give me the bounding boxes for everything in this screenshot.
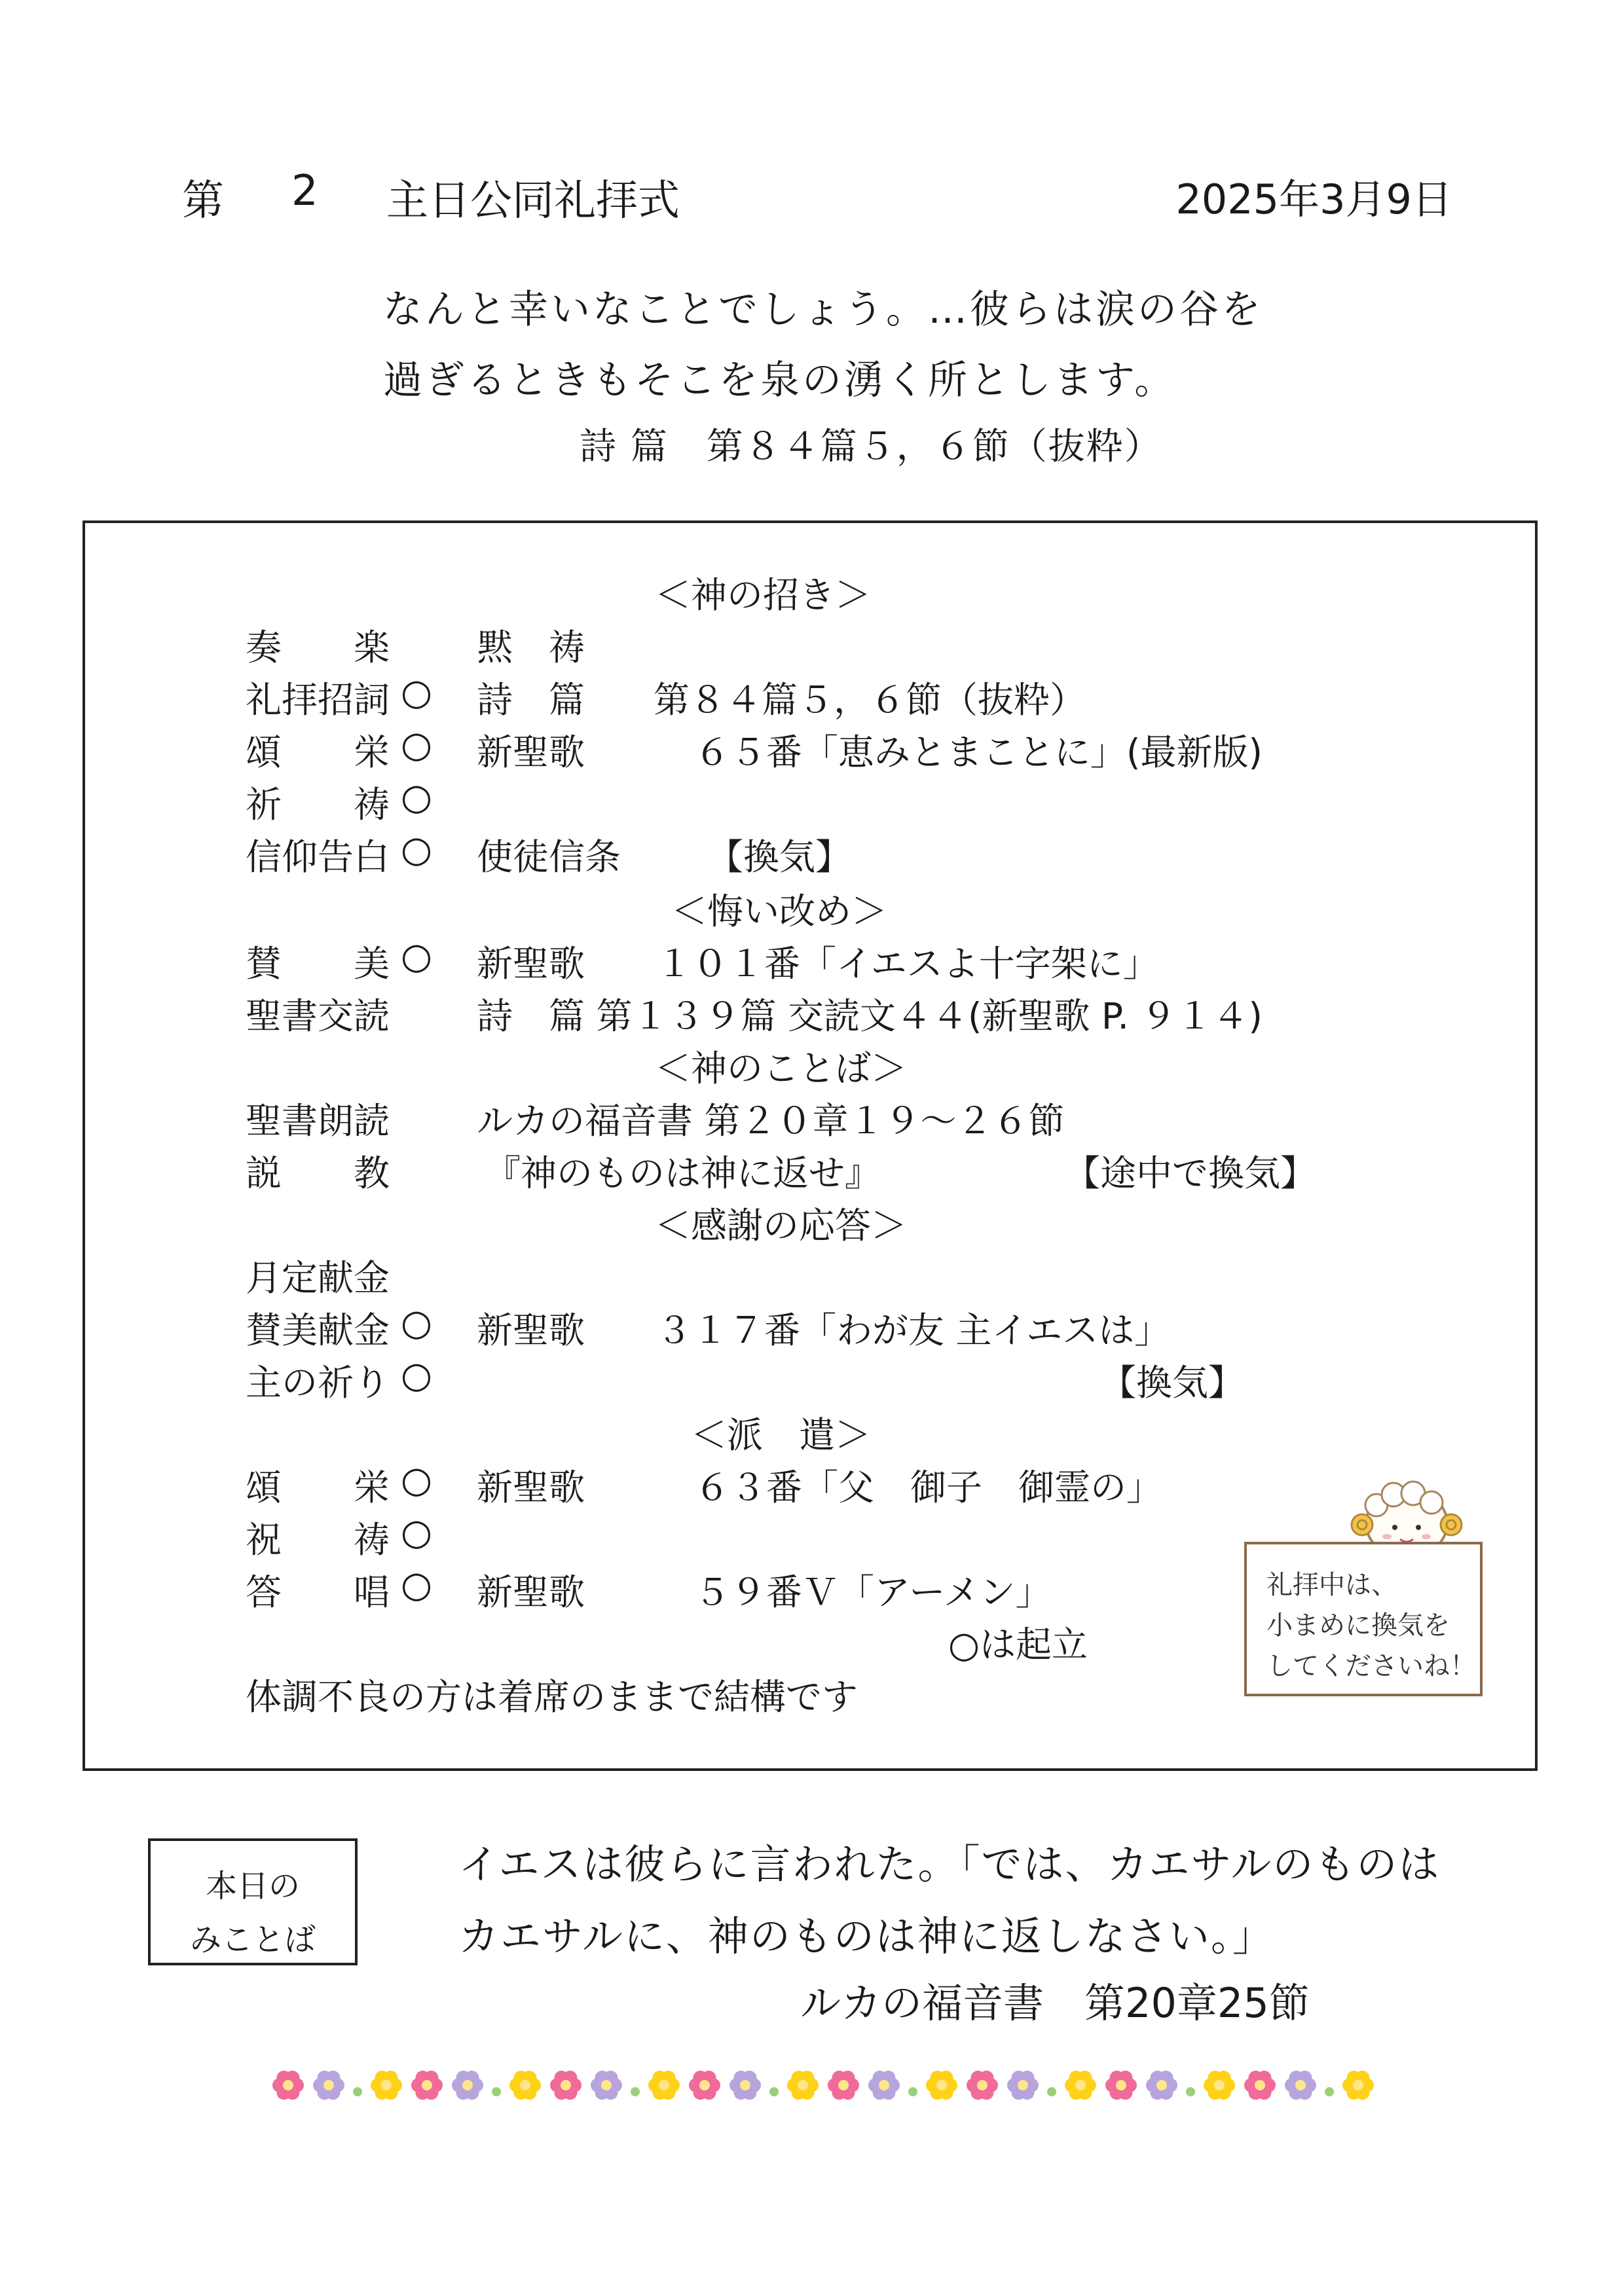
row-label: 聖書交読 — [246, 995, 390, 1037]
health-note: 体調不良の方は着席のままで結構です — [246, 1676, 858, 1718]
pink-flower-icon — [828, 2071, 859, 2100]
sermon-title: 『神のものは神に返せ』 — [485, 1152, 881, 1194]
row-detail: 新聖歌 — [477, 943, 585, 985]
section-repentance: ＜悔い改め＞ — [671, 890, 888, 932]
pink-flower-icon — [411, 2071, 443, 2100]
note-line-1: 礼拝中は、 — [1266, 1570, 1397, 1600]
order-row-scripture-reading — [0, 1092, 1572, 1144]
row-label: 礼拝招詞 — [246, 679, 390, 721]
todays-word-label-box — [148, 1838, 358, 1965]
row-detail: 新聖歌 — [477, 731, 585, 773]
flower-border-decoration — [268, 2056, 1408, 2115]
row-detail-2: ３１７番「わが友 主イエスは」 — [656, 1309, 1171, 1351]
order-row-offering-hymn — [0, 1302, 1572, 1354]
lavender-flower-icon — [591, 2071, 622, 2100]
standing-mark: ○ — [401, 1302, 432, 1343]
row-detail-2: １０１番「イエスよ十字架に」 — [656, 943, 1159, 985]
lavender-flower-icon — [1007, 2071, 1039, 2100]
pink-flower-icon — [689, 2071, 720, 2100]
opening-verse-line-2: 過ぎるときもそこを泉の湧く所とします。 — [383, 357, 1177, 403]
green-dot-icon — [908, 2087, 917, 2096]
opening-verse-line-1: なんと幸いなことでしょう。…彼らは涙の谷を — [383, 287, 1263, 333]
row-label: 賛 美 — [246, 943, 390, 985]
section-word: ＜神のことば＞ — [655, 1048, 908, 1089]
yellow-flower-icon — [1204, 2071, 1235, 2100]
pink-flower-icon — [967, 2071, 998, 2100]
todays-word-label-line-1: 本日の — [205, 1868, 300, 1904]
row-label: 頌 栄 — [246, 1467, 390, 1508]
green-dot-icon — [1047, 2087, 1056, 2096]
standing-legend: ○は起立 — [948, 1624, 1088, 1666]
standing-mark: ○ — [401, 1511, 432, 1553]
ventilation-note: 【換気】 — [707, 836, 852, 878]
row-detail-2: ６３番「父 御子 御霊の」 — [694, 1467, 1163, 1508]
lavender-flower-icon — [1146, 2071, 1177, 2100]
order-row-lords-prayer — [0, 1354, 1572, 1406]
todays-word-label-line-2: みことば — [189, 1922, 316, 1958]
row-detail: 新聖歌 — [477, 1467, 585, 1508]
order-row-sermon — [0, 1144, 1572, 1197]
row-label: 主の祈り — [246, 1362, 390, 1404]
lavender-flower-icon — [313, 2071, 344, 2100]
green-dot-icon — [1186, 2087, 1195, 2096]
row-detail: 使徒信条 — [477, 836, 621, 878]
note-line-2: 小まめに換気を — [1266, 1611, 1450, 1641]
todays-word-text-line-2: カエサルに、神のものは神に返しなさい。」 — [458, 1912, 1274, 1960]
row-label: 月定献金 — [246, 1257, 390, 1299]
green-dot-icon — [492, 2087, 501, 2096]
ventilation-note-card — [1244, 1542, 1483, 1696]
ventilation-note: 【途中で換気】 — [1064, 1152, 1317, 1194]
order-row-praise — [0, 935, 1572, 987]
row-label: 聖書朗読 — [246, 1100, 390, 1142]
row-detail: 詩 篇 第１３９篇 交読文４４(新聖歌 P. ９１４) — [477, 995, 1263, 1037]
row-label: 信仰告白 — [246, 836, 390, 878]
order-row-monthly-offering — [0, 1249, 1572, 1302]
service-number: 2 — [291, 167, 318, 215]
yellow-flower-icon — [787, 2071, 819, 2100]
yellow-flower-icon — [926, 2071, 957, 2100]
lavender-flower-icon — [729, 2071, 761, 2100]
yellow-flower-icon — [1342, 2071, 1374, 2100]
section-invitation: ＜神の招き＞ — [655, 574, 872, 616]
standing-mark: ○ — [401, 671, 432, 713]
standing-mark: ○ — [401, 1563, 432, 1605]
row-label: 頌 栄 — [246, 731, 390, 773]
order-row-responsive-reading — [0, 987, 1572, 1040]
standing-mark: ○ — [401, 1354, 432, 1396]
service-title: 主日公同礼拝式 — [386, 177, 680, 225]
order-row-closing-doxology — [0, 1459, 1572, 1511]
row-detail-2: ６５番「恵みとまことに」(最新版) — [694, 731, 1263, 773]
section-sending: ＜派 遣＞ — [691, 1414, 872, 1456]
lavender-flower-icon — [452, 2071, 483, 2100]
row-detail-2: 第８４篇５，６節（抜粋） — [654, 679, 1086, 721]
service-number-prefix: 第 — [182, 177, 224, 225]
pink-flower-icon — [550, 2071, 581, 2100]
row-label: 賛美献金 — [246, 1309, 390, 1351]
opening-verse-reference: 詩 篇 第８４篇５，６節（抜粋） — [580, 426, 1162, 468]
note-line-3: してくださいね！ — [1266, 1651, 1476, 1681]
row-detail: 詩 篇 — [477, 679, 585, 721]
order-row-doxology — [0, 723, 1572, 776]
pink-flower-icon — [272, 2071, 304, 2100]
todays-word-text-line-1: イエスは彼らに言われた。「では、カエサルのものは — [458, 1840, 1441, 1888]
row-label: 答 唱 — [246, 1571, 390, 1613]
green-dot-icon — [353, 2087, 362, 2096]
yellow-flower-icon — [509, 2071, 541, 2100]
standing-mark: ○ — [401, 828, 432, 870]
pink-flower-icon — [1244, 2071, 1276, 2100]
row-detail: 黙 祷 — [477, 627, 585, 668]
row-label: 奏 楽 — [246, 627, 390, 668]
row-detail: ルカの福音書 第２０章１９～２６節 — [477, 1100, 1065, 1142]
green-dot-icon — [1325, 2087, 1334, 2096]
standing-mark: ○ — [401, 723, 432, 765]
row-detail: 新聖歌 — [477, 1309, 585, 1351]
order-row-prelude — [0, 619, 1572, 671]
todays-word-reference: ルカの福音書 第20章25節 — [800, 1979, 1310, 2027]
lavender-flower-icon — [868, 2071, 900, 2100]
standing-mark: ○ — [401, 776, 432, 818]
ventilation-note: 【換気】 — [1100, 1362, 1245, 1404]
row-detail: 新聖歌 — [477, 1571, 585, 1613]
lavender-flower-icon — [1285, 2071, 1316, 2100]
row-label: 祝 祷 — [246, 1519, 390, 1561]
yellow-flower-icon — [648, 2071, 680, 2100]
row-label: 説 教 — [246, 1152, 390, 1194]
green-dot-icon — [769, 2087, 779, 2096]
section-response: ＜感謝の応答＞ — [655, 1205, 908, 1247]
service-date: 2025年3月9日 — [1175, 175, 1452, 223]
order-row-prayer — [0, 776, 1572, 828]
green-dot-icon — [631, 2087, 640, 2096]
standing-mark: ○ — [401, 1459, 432, 1501]
standing-mark: ○ — [401, 935, 432, 977]
order-row-creed — [0, 828, 1572, 881]
pink-flower-icon — [1105, 2071, 1137, 2100]
yellow-flower-icon — [371, 2071, 402, 2100]
row-detail-2: ５９番Ｖ「アーメン」 — [694, 1571, 1052, 1613]
order-row-call-to-worship — [0, 671, 1572, 723]
row-label: 祈 祷 — [246, 784, 390, 826]
yellow-flower-icon — [1065, 2071, 1096, 2100]
